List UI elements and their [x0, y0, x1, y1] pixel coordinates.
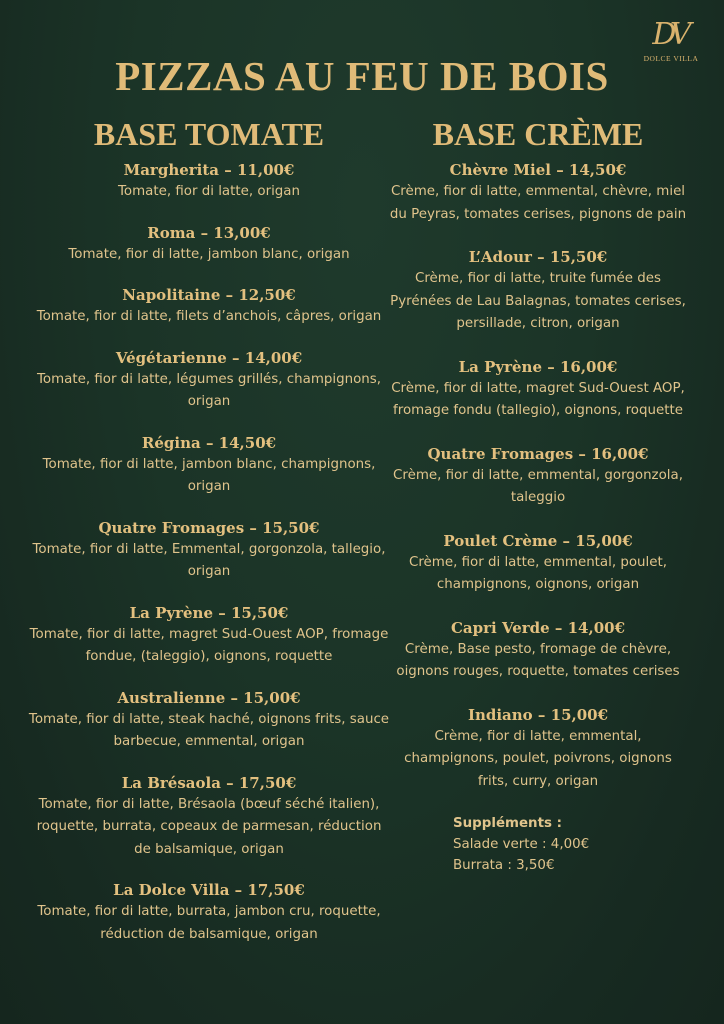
item-name: Roma – 13,00€ [147, 223, 271, 242]
item-description: Crème, fior di latte, truite fumée des Pyrénées de Lau Balagnas, tomates cerises, persillade, citron, origan [390, 271, 686, 331]
menu-item [388, 246, 688, 336]
menu-item [28, 602, 390, 669]
item-description: Tomate, fior di latte, jambon blanc, origan [68, 246, 350, 262]
item-name: Australienne – 15,00€ [117, 688, 301, 707]
item-description: Tomate, fior di latte, jambon blanc, champignons, origan [42, 456, 376, 494]
item-name: La Brésaola – 17,50€ [121, 773, 297, 792]
item-description: Tomate, fior di latte, Brésaola (bœuf séché italien), roquette, burrata, copeaux de parmesan, réduction de balsamique, origan [36, 796, 382, 857]
section-heading-tomate: BASE TOMATE [93, 116, 325, 152]
logo-monogram: DV [652, 17, 686, 52]
menu-item [28, 347, 390, 414]
menu-item [28, 284, 390, 329]
item-name: Capri Verde – 14,00€ [450, 618, 626, 637]
item-description: Crème, fior di latte, emmental, poulet, champignons, oignons, origan [408, 554, 668, 592]
item-description: Crème, fior di latte, emmental, champignons, poulet, poivrons, oignons frits, curry, origan [404, 728, 672, 789]
menu-title: PIZZAS AU FEU DE BOIS [115, 53, 609, 99]
menu-item [388, 704, 688, 794]
item-description: Tomate, fior di latte, légumes grillés, champignons, origan [37, 371, 381, 409]
menu-item [28, 222, 390, 267]
section-heading-creme: BASE CRÈME [432, 116, 644, 152]
item-description: Crème, Base pesto, fromage de chèvre, oignons rouges, roquette, tomates cerises [396, 641, 680, 679]
item-description: Tomate, fior di latte, Emmental, gorgonzola, tallegio, origan [32, 541, 386, 579]
item-name: Indiano – 15,00€ [467, 705, 609, 724]
column-base-tomate [28, 113, 390, 964]
menu-item [28, 517, 390, 584]
item-description: Tomate, fior di latte, origan [117, 184, 300, 199]
item-description: Crème, fior di latte, magret Sud-Ouest AOP, fromage fondu (tallegio), oignons, roquette [391, 380, 685, 418]
menu-item [388, 159, 688, 226]
item-name: Régina – 14,50€ [141, 433, 277, 452]
menu-item [28, 772, 390, 862]
logo-name: DOLCE VILLA [643, 54, 699, 63]
item-description: Crème, fior di latte, emmental, chèvre, miel du Peyras, tomates cerises, pignons de pain [389, 184, 687, 222]
item-description: Tomate, fior di latte, steak haché, oignons frits, sauce barbecue, emmental, origan [28, 711, 390, 749]
item-name: Chèvre Miel – 14,50€ [449, 161, 627, 179]
menu-item [388, 356, 688, 423]
item-name: La Dolce Villa – 17,50€ [113, 881, 305, 899]
menu-item [388, 617, 688, 684]
item-description: Tomate, fior di latte, burrata, jambon cru, roquette, réduction de balsamique, origan [37, 904, 381, 942]
item-description: Crème, fior di latte, emmental, gorgonzola, taleggio [393, 467, 683, 505]
supplement-line: Salade verte : 4,00€ [453, 837, 590, 852]
item-name: La Pyrène – 16,00€ [458, 357, 618, 376]
item-name: L’Adour – 15,50€ [468, 248, 608, 266]
item-name: Napolitaine – 12,50€ [122, 286, 296, 304]
item-name: La Pyrène – 15,50€ [129, 603, 289, 622]
menu-item [388, 443, 688, 510]
supplements [453, 813, 688, 876]
item-name: Quatre Fromages – 15,50€ [98, 518, 320, 537]
menu-item [28, 432, 390, 499]
item-name: Végétarienne – 14,00€ [115, 348, 303, 367]
supplements-title: Suppléments : [453, 816, 562, 831]
item-description: Tomate, fior di latte, filets d’anchois, câpres, origan [36, 309, 382, 324]
menu-item [28, 159, 390, 204]
supplement-line: Burrata : 3,50€ [453, 858, 555, 873]
menu-item [28, 879, 390, 946]
item-name: Quatre Fromages – 16,00€ [427, 444, 649, 463]
item-name: Margherita – 11,00€ [123, 161, 295, 179]
item-name: Poulet Crème – 15,00€ [443, 531, 633, 550]
item-description: Tomate, fior di latte, magret Sud-Ouest AOP, fromage fondue, (taleggio), oignons, roquette [29, 626, 389, 664]
column-base-creme [388, 113, 688, 876]
menu-item [388, 530, 688, 597]
menu-item [28, 687, 390, 754]
